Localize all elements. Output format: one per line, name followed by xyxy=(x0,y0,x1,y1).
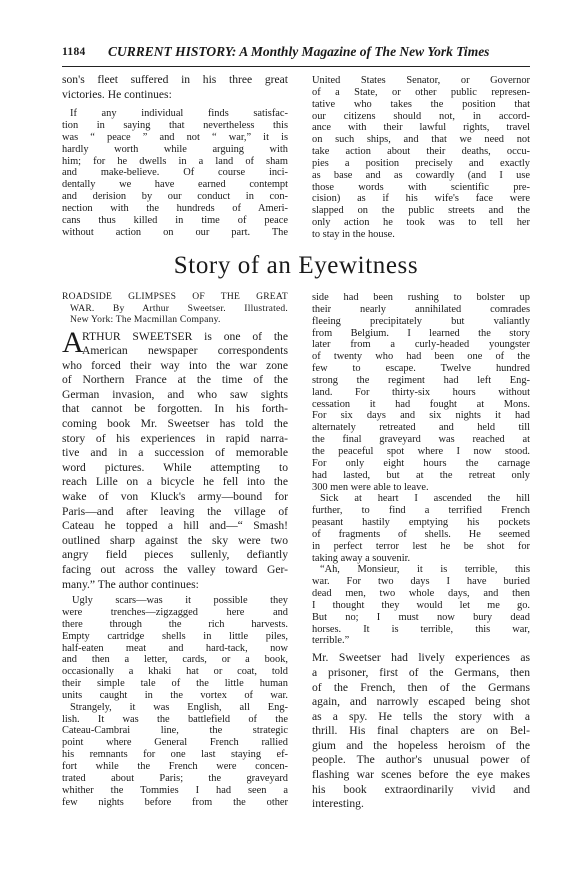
text-line: only action he took was to tell her xyxy=(312,217,530,229)
text-line: tive and in a succession of memorable xyxy=(62,446,288,460)
text-line: coming book Mr. Sweetser has told the xyxy=(62,417,288,431)
text-line: few to escape. Twelve hundred xyxy=(312,363,530,375)
text-line: gium and the hopeless heroism of the xyxy=(312,738,530,752)
text-line: were trenches—zigzagged here and xyxy=(62,607,288,619)
article-left-column xyxy=(62,291,288,808)
text-line: land. For thirty-six hours without xyxy=(312,386,530,398)
top-left-column xyxy=(62,73,288,238)
text-line: angry field pieces sullenly, defiantly xyxy=(62,548,288,562)
lead-paragraph xyxy=(62,325,288,593)
text-line: hardly worth while arguing with xyxy=(62,143,288,155)
text-line: German invasion, and who saw sights xyxy=(62,387,288,401)
text-line: and then a letter, cards, or a book, xyxy=(62,654,288,666)
text-line: ance with their lawful rights, travel xyxy=(312,122,530,134)
text-line: If any individual finds satisfac- xyxy=(70,108,288,120)
text-line: to stay in the house. xyxy=(312,228,395,240)
text-line: Mr. Sweetser had lively experiences as xyxy=(312,651,530,665)
text-line: nection with the hundreds of Ameri- xyxy=(62,202,288,214)
text-line: and derision by our conduct in con- xyxy=(62,191,288,203)
text-line: WAR. By Arthur Sweetser. Illustrated. xyxy=(70,302,288,314)
text-line: people. The author's unusual power of xyxy=(312,753,530,767)
text-line: flashing war scenes before the eye makes xyxy=(312,768,530,782)
text-line: word pictures. While attempting to xyxy=(62,460,288,474)
text-line: cans thus killed in time of peace xyxy=(62,214,288,226)
text-line: later from a curly-headed youngster xyxy=(312,339,530,351)
text-line: horses. It is terrible, this war, xyxy=(312,623,530,635)
text-line: side had been rushing to bolster up xyxy=(312,292,530,303)
text-line: ROADSIDE GLIMPSES OF THE GREAT xyxy=(62,291,288,302)
text-line: Cateau he topped a hill and—“ Smash! xyxy=(62,519,288,533)
quote-block xyxy=(62,108,288,238)
running-title: CURRENT HISTORY: A Monthly Magazine of The New York Times xyxy=(108,44,490,59)
header-rule xyxy=(62,66,530,67)
text-line: the peaceful spot where I now stood. xyxy=(312,445,530,457)
text-line: dentally we have earned contempt xyxy=(62,179,288,191)
text-line: outlined sharp against the sky were two xyxy=(62,533,288,547)
text-line: United States Senator, or Governor xyxy=(312,75,530,86)
section-title: Story of an Eyewitness xyxy=(173,252,419,279)
text-line: taking away a souvenir. xyxy=(312,552,411,564)
text-line: our citizens should not, in accord- xyxy=(312,110,530,122)
text-line: units caught in the vortex of war. xyxy=(62,689,288,701)
running-header xyxy=(62,44,530,62)
text-line: those words with scientific pre- xyxy=(312,181,530,193)
text-line: on such ships, and that we need not xyxy=(312,134,530,146)
text-line: tion in saying that nevertheless this xyxy=(62,120,288,132)
text-line: 300 men were able to leave. xyxy=(312,481,429,493)
closing-paragraph xyxy=(312,651,530,812)
text-line: of the French, then of the Germans xyxy=(312,680,530,694)
text-line: of Northern France at the time of the xyxy=(62,373,288,387)
text-line: his remnants for one last staying ef- xyxy=(62,749,288,761)
text-line: But no; I must now bury dead xyxy=(312,611,530,623)
text-line: American newspaper correspondents xyxy=(82,344,288,358)
text-line: of fragments of shells. He seemed xyxy=(312,528,530,540)
text-line: few nights before from the other xyxy=(62,796,288,808)
text-line: lish. It was the battlefield of the xyxy=(62,713,288,725)
text-line: without action on our part. The xyxy=(62,226,288,238)
text-line: son's fleet suffered in his three great xyxy=(62,73,288,86)
text-line: a prisoner, first of the Germans, then xyxy=(312,665,530,679)
text-line: alternately retreated and held till xyxy=(312,422,530,434)
text-line: war. For two days I have buried xyxy=(312,576,530,588)
text-line: strong the regiment had left Eng- xyxy=(312,374,530,386)
top-right-column xyxy=(312,75,530,241)
text-line: reach Lille on a bicycle he fell into the xyxy=(62,475,288,489)
text-line: of a State, or other public represen- xyxy=(312,86,530,98)
text-line: cessation it had fought at Mons. xyxy=(312,398,530,410)
text-line: story of his experiences in rapid narra- xyxy=(62,431,288,445)
text-line: in perfect terror lest he be shot for xyxy=(312,540,530,552)
page-number: 1184 xyxy=(62,46,86,58)
text-line: Strangely, it was English, all Eng- xyxy=(70,701,288,713)
text-line: had lasted, but at the retreat only xyxy=(312,469,530,481)
text-line: RTHUR SWEETSER is one of the xyxy=(82,329,288,343)
text-line: further, to find a terrified French xyxy=(312,505,530,517)
text-line: half-eaten meat and hard-tack, now xyxy=(62,642,288,654)
text-line: many.” The author continues: xyxy=(62,577,199,591)
text-line: terrible.” xyxy=(312,635,350,647)
text-line: and make-believe. Of course inci- xyxy=(62,167,288,179)
text-line: as base and as cowardly (and I use xyxy=(312,169,530,181)
text-line: who forced their way into the war zone xyxy=(62,358,288,372)
text-line: his book extraordinarily vivid and xyxy=(312,782,530,796)
text-line: their nearly annihilated comrades xyxy=(312,303,530,315)
text-line: Sick at heart I ascended the hill xyxy=(320,493,530,505)
text-line: him; for he dwells in a land of sham xyxy=(62,155,288,167)
text-line: of twenty who had been one of the xyxy=(312,351,530,363)
text-line: slapped on the public streets and the xyxy=(312,205,530,217)
text-line: fleeing precipitately but valiantly xyxy=(312,315,530,327)
drop-cap: A xyxy=(62,325,84,359)
text-line: their simple tale of the little human xyxy=(62,678,288,690)
text-line: wake of von Kluck's army—bound for xyxy=(62,490,288,504)
text-line: cision) as if his wife's face were xyxy=(312,193,530,205)
text-line: whither the Tommies I had seen a xyxy=(62,784,288,796)
text-line: fort while the French were concen- xyxy=(62,761,288,772)
article-right-column xyxy=(312,292,530,812)
text-line: Paris—and after leaving the village of xyxy=(62,504,288,518)
book-reference xyxy=(62,291,288,326)
quote-block xyxy=(62,595,288,808)
text-line: “Ah, Monsieur, it is terrible, this xyxy=(320,564,530,576)
text-line: For six days and six nights it had xyxy=(312,410,530,422)
text-line: that cannot be forgotten. In his forth- xyxy=(62,402,288,416)
text-line: occasionally a khaki hat or coat, told xyxy=(62,666,288,678)
text-line: peasant hastily emptying his pockets xyxy=(312,517,530,529)
intro-paragraph xyxy=(62,73,288,102)
text-line: New York: The Macmillan Company. xyxy=(70,314,221,325)
text-line: was “ peace ” and not “ war,” it is xyxy=(62,131,288,143)
text-line: I thought they would let me go. xyxy=(312,599,530,611)
text-line: For only eight hours the carnage xyxy=(312,457,530,469)
text-line: victories. He continues: xyxy=(62,87,172,101)
text-line: as a spy. He tells the story with a xyxy=(312,709,530,723)
text-line: interesting. xyxy=(312,797,364,811)
quote-block xyxy=(312,292,530,647)
text-line: Empty cartridge shells in little piles, xyxy=(62,630,288,642)
text-line: point where General French rallied xyxy=(62,737,288,749)
text-line: from Belgium. I learned the story xyxy=(312,327,530,339)
text-line: facing out across the valley toward Ger- xyxy=(62,563,288,576)
text-line: Cateau-Cambrai line, the strategic xyxy=(62,725,288,737)
text-line: take action about their deaths, occu- xyxy=(312,146,530,158)
text-line: Ugly scars—was it possible they xyxy=(72,595,288,607)
text-line: again, and narrowly escaped being shot xyxy=(312,695,530,709)
text-line: the final graveyard was reached at xyxy=(312,434,530,446)
text-line: thrill. His final chapters are on Bel- xyxy=(312,724,530,738)
text-line: dead men, two whole days, and then xyxy=(312,588,530,600)
text-line: trated about Paris; the graveyard xyxy=(62,772,288,784)
text-line: pies a position precisely and exactly xyxy=(312,157,530,169)
text-line: tative who takes the position that xyxy=(312,98,530,110)
text-line: there through the rich harvests. xyxy=(62,618,288,630)
